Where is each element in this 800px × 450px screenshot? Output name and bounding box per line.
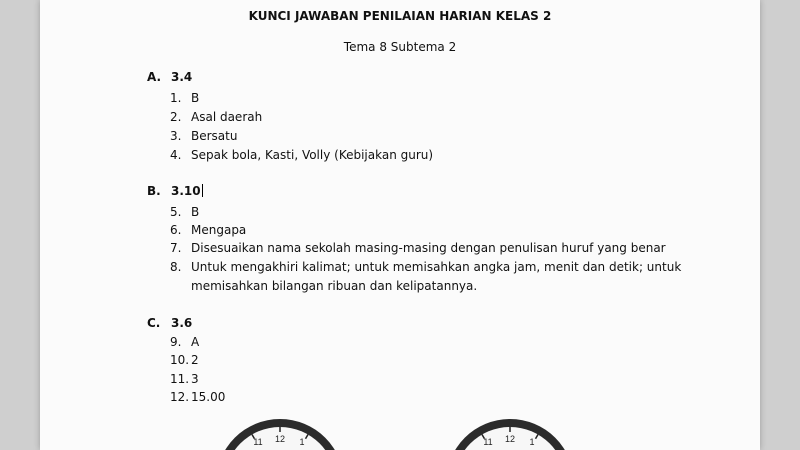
- answer-number: 5.: [170, 205, 182, 219]
- answer-number: 1.: [170, 91, 182, 105]
- answer-text: 3: [191, 372, 199, 386]
- document-subtitle: Tema 8 Subtema 2: [343, 40, 457, 54]
- answer-number: 2.: [170, 110, 182, 124]
- section-c-heading: [147, 316, 192, 330]
- answer-item: [170, 110, 263, 124]
- answer-number: 12.: [170, 390, 190, 404]
- answer-text: Disesuaikan nama sekolah masing-masing dengan penulisan huruf yang benar: [191, 241, 666, 255]
- text-cursor: [202, 184, 203, 197]
- answer-item: [170, 390, 226, 404]
- answer-number: 4.: [170, 148, 182, 162]
- answer-text: Mengapa: [191, 223, 247, 237]
- answer-item: [170, 148, 434, 162]
- clock-numeral: 1: [529, 437, 535, 447]
- section-code: 3.4: [171, 70, 193, 84]
- answer-text: B: [191, 205, 200, 219]
- answer-number: 10.: [170, 353, 190, 367]
- section-b-heading: [147, 184, 203, 198]
- answer-number: 7.: [170, 241, 182, 255]
- answer-item: [170, 260, 682, 274]
- answer-text: Bersatu: [191, 129, 238, 143]
- answer-item: [170, 372, 199, 386]
- clock-left: [210, 415, 350, 450]
- answer-text: Asal daerah: [191, 110, 263, 124]
- answer-item: [170, 129, 238, 143]
- answer-item: [170, 241, 666, 255]
- document-page: [40, 0, 760, 450]
- answer-text-continuation: memisahkan bilangan ribuan dan kelipatannya.: [191, 279, 478, 293]
- answer-text: Untuk mengakhiri kalimat; untuk memisahkan angka jam, menit dan detik; untuk: [191, 260, 682, 274]
- document-title: KUNCI JAWABAN PENILAIAN HARIAN KELAS 2: [248, 9, 552, 23]
- answer-text: 15.00: [191, 390, 226, 404]
- answer-item: [170, 223, 247, 237]
- answer-item: [170, 205, 200, 219]
- answer-text: Sepak bola, Kasti, Volly (Kebijakan guru): [191, 148, 434, 162]
- clock-numeral: 11: [253, 437, 263, 447]
- answer-number: 3.: [170, 129, 182, 143]
- clock-numeral: 12: [274, 434, 286, 444]
- answer-item: [170, 335, 200, 349]
- clock-right: [440, 415, 580, 450]
- answer-text: A: [191, 335, 200, 349]
- answer-number: 8.: [170, 260, 182, 274]
- answer-number: 9.: [170, 335, 182, 349]
- section-letter: A.: [147, 70, 162, 84]
- clock-numeral: 11: [483, 437, 493, 447]
- answer-item: [170, 353, 199, 367]
- section-code: 3.10: [171, 184, 201, 198]
- answer-number: 6.: [170, 223, 182, 237]
- clock-numeral: 1: [299, 437, 305, 447]
- section-letter: C.: [147, 316, 161, 330]
- clock-numeral: 12: [504, 434, 516, 444]
- answer-text: 2: [191, 353, 199, 367]
- answer-item: [170, 91, 200, 105]
- answer-number: 11.: [170, 372, 190, 386]
- section-a-heading: [147, 70, 192, 84]
- answer-text: B: [191, 91, 200, 105]
- section-letter: B.: [147, 184, 161, 198]
- section-code: 3.6: [171, 316, 193, 330]
